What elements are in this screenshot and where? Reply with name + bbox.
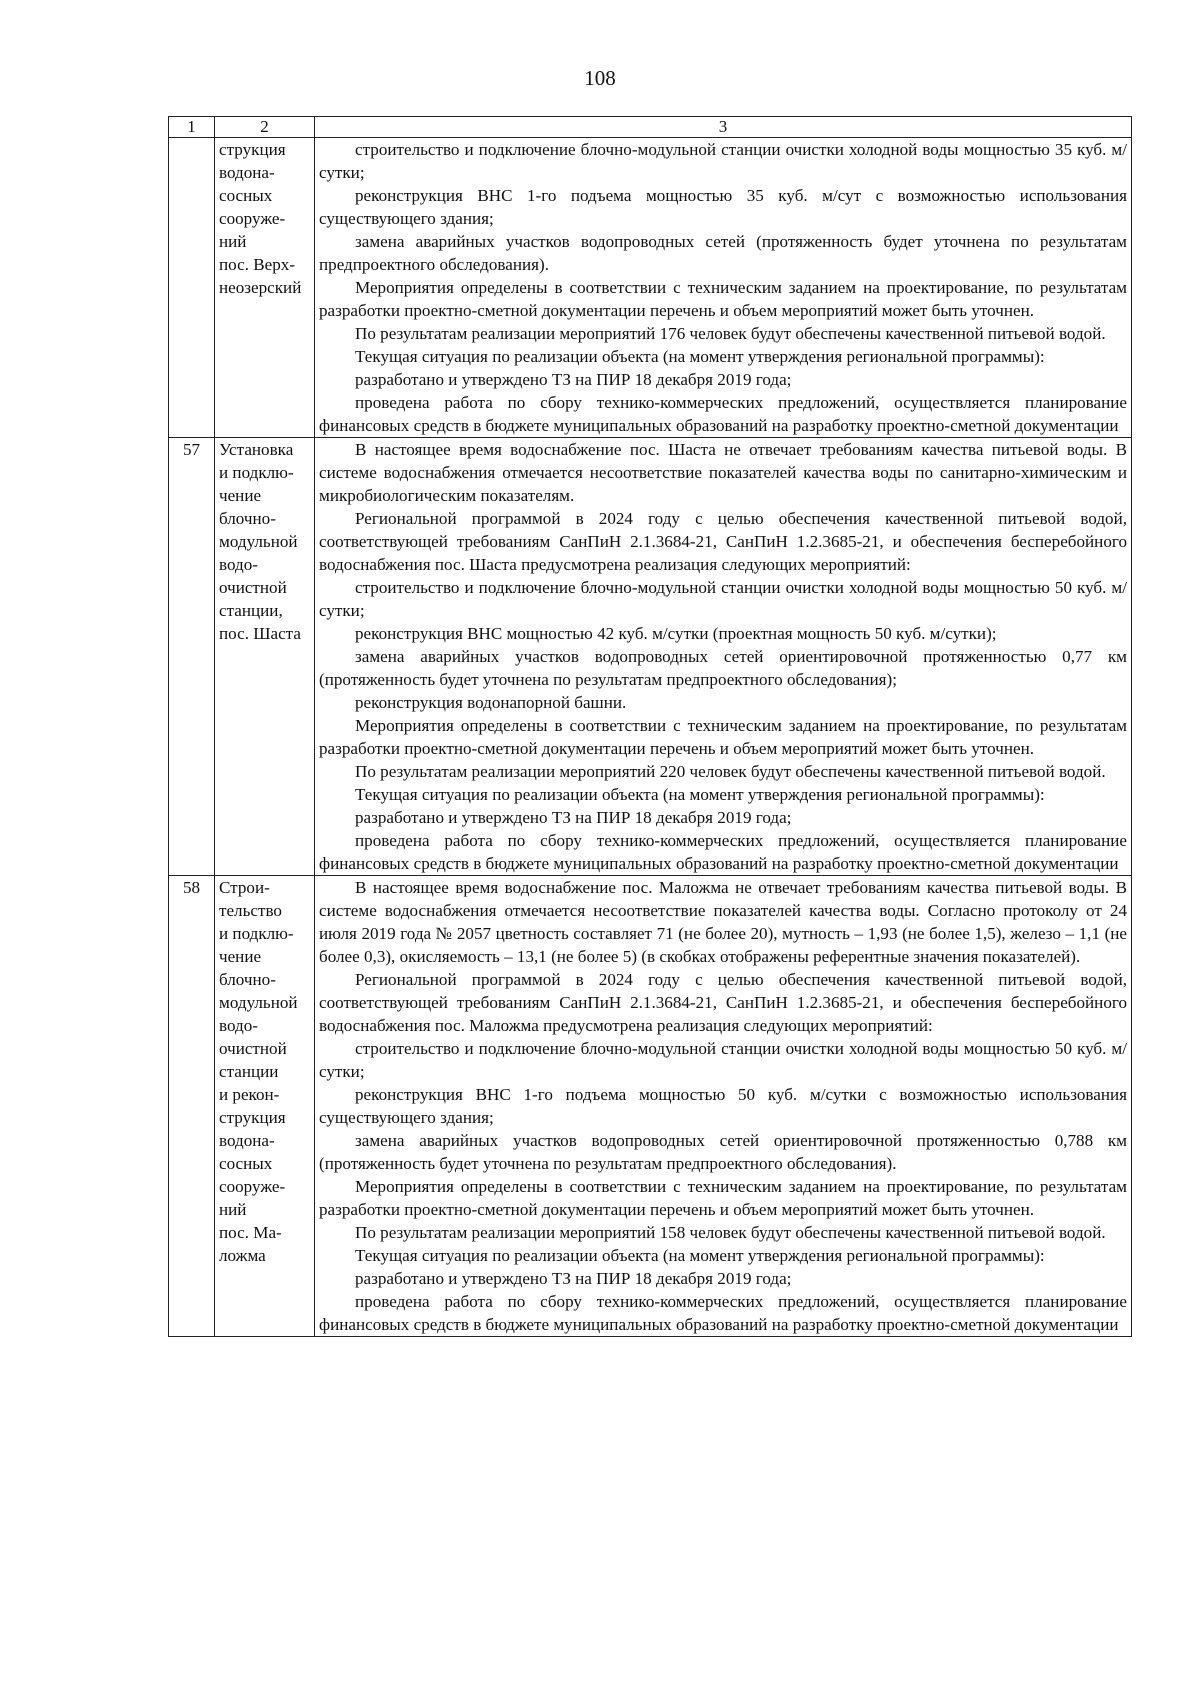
object-name-line: модульной — [219, 993, 298, 1012]
object-name-line: Строи- — [219, 878, 270, 897]
row-number: 58 — [169, 876, 215, 1337]
description-paragraph: По результатам реализации мероприятий 220 человек будут обеспечены качественной питьевой водой. — [355, 762, 1106, 781]
object-name-cell — [215, 876, 315, 1337]
header-col-3: 3 — [315, 117, 1132, 138]
measures-table — [168, 116, 1132, 1337]
description-paragraph: Региональной программой в 2024 году с целью обеспечения качественной питьевой водой, соответствующей требованиям СанПиН 2.1.3684-21, СанПиН 1.2.3685-21, и обеспечения бесперебойного водоснабжения пос. Маложма предусмотрена реализация следующих мероприятий: — [319, 970, 1127, 1035]
description-paragraph: Текущая ситуация по реализации объекта (на момент утверждения региональной программы): — [355, 1246, 1045, 1265]
description-paragraph: Региональной программой в 2024 году с целью обеспечения качественной питьевой водой, соответствующей требованиям СанПиН 2.1.3684-21, СанПиН 1.2.3685-21, и обеспечения бесперебойного водоснабжения пос. Шаста предусмотрена реализация следующих мероприятий: — [319, 509, 1127, 574]
object-name-line: водо- — [219, 555, 258, 574]
object-name-line: ний — [219, 1200, 247, 1219]
description-paragraph: Текущая ситуация по реализации объекта (на момент утверждения региональной программы): — [355, 347, 1045, 366]
description-paragraph: Мероприятия определены в соответствии с техническим заданием на проектирование, по результатам разработки проектно-сметной документации перечень и объем мероприятий может быть уточнен. — [319, 716, 1127, 758]
description-paragraph: В настоящее время водоснабжение пос. Шаста не отвечает требованиям качества питьевой воды. В системе водоснабжения отмечается несоответствие показателей качества воды по санитарно-химическим и микробиологическим показателям. — [319, 440, 1127, 505]
table-row — [169, 138, 1132, 438]
description-paragraph: разработано и утверждено ТЗ на ПИР 18 декабря 2019 года; — [355, 808, 792, 827]
description-cell — [315, 438, 1132, 876]
object-name-line: блочно- — [219, 509, 276, 528]
table-row — [169, 876, 1132, 1337]
object-name-line: сосных — [219, 1154, 273, 1173]
table-row — [169, 438, 1132, 876]
object-name-line: пос. Шаста — [219, 624, 301, 643]
object-name-line: тельство — [219, 901, 282, 920]
row-number — [169, 138, 215, 438]
description-paragraph: строительство и подключение блочно-модульной станции очистки холодной воды мощностью 35 куб. м/сутки; — [319, 140, 1127, 182]
page-number: 108 — [584, 66, 616, 90]
object-name-line: пос. Ма- — [219, 1223, 282, 1242]
object-name-line: неозерский — [219, 278, 302, 297]
object-name-line: струкция — [219, 140, 286, 159]
description-paragraph: реконструкция ВНС 1-го подъема мощностью 50 куб. м/сутки с возможностью использования существующего здания; — [319, 1085, 1127, 1127]
object-name-cell — [215, 438, 315, 876]
object-name-line: модульной — [219, 532, 298, 551]
row-number: 57 — [169, 438, 215, 876]
object-name-line: чение — [219, 486, 262, 505]
header-col-1: 1 — [169, 117, 215, 138]
description-paragraph: проведена работа по сбору технико-коммерческих предложений, осуществляется планирование финансовых средств в бюджете муниципальных образований на разработку проектно-сметной документации — [319, 393, 1127, 435]
object-name-line: ложма — [219, 1246, 266, 1265]
description-paragraph: Текущая ситуация по реализации объекта (на момент утверждения региональной программы): — [355, 785, 1045, 804]
object-name-line: блочно- — [219, 970, 276, 989]
description-paragraph: замена аварийных участков водопроводных сетей (протяженность будет уточнена по результатам предпроектного обследования). — [319, 232, 1127, 274]
description-paragraph: разработано и утверждено ТЗ на ПИР 18 декабря 2019 года; — [355, 370, 792, 389]
object-name-line: и рекон- — [219, 1085, 280, 1104]
object-name-line: водона- — [219, 163, 275, 182]
description-paragraph: реконструкция водонапорной башни. — [355, 693, 627, 712]
header-col-2: 2 — [215, 117, 315, 138]
object-name-line: очистной — [219, 1039, 287, 1058]
object-name-line: водона- — [219, 1131, 275, 1150]
description-paragraph: строительство и подключение блочно-модульной станции очистки холодной воды мощностью 50 куб. м/сутки; — [319, 1039, 1127, 1081]
object-name-line: сосных — [219, 186, 273, 205]
table-header-row — [169, 117, 1132, 138]
object-name-line: ний — [219, 232, 247, 251]
object-name-line: водо- — [219, 1016, 258, 1035]
object-name-line: чение — [219, 947, 262, 966]
description-paragraph: реконструкция ВНС 1-го подъема мощностью 35 куб. м/сут с возможностью использования существующего здания; — [319, 186, 1127, 228]
object-name-line: струкция — [219, 1108, 286, 1127]
description-paragraph: проведена работа по сбору технико-коммерческих предложений, осуществляется планирование финансовых средств в бюджете муниципальных образований на разработку проектно-сметной документации — [319, 831, 1127, 873]
object-name-line: и подклю- — [219, 463, 294, 482]
table-body — [169, 117, 1132, 1337]
description-paragraph: По результатам реализации мероприятий 158 человек будут обеспечены качественной питьевой водой. — [355, 1223, 1106, 1242]
object-name-line: станции — [219, 1062, 279, 1081]
object-name-line: Установка — [219, 440, 294, 459]
description-paragraph: замена аварийных участков водопроводных сетей ориентировочной протяженностью 0,77 км (протяженность будет уточнена по результатам предпроектного обследования); — [319, 647, 1127, 689]
description-paragraph: проведена работа по сбору технико-коммерческих предложений, осуществляется планирование финансовых средств в бюджете муниципальных образований на разработку проектно-сметной документации — [319, 1292, 1127, 1334]
description-cell — [315, 138, 1132, 438]
object-name-line: сооруже- — [219, 1177, 286, 1196]
object-name-cell — [215, 138, 315, 438]
description-paragraph: Мероприятия определены в соответствии с техническим заданием на проектирование, по результатам разработки проектно-сметной документации перечень и объем мероприятий может быть уточнен. — [319, 1177, 1127, 1219]
description-paragraph: разработано и утверждено ТЗ на ПИР 18 декабря 2019 года; — [355, 1269, 792, 1288]
description-paragraph: В настоящее время водоснабжение пос. Маложма не отвечает требованиям качества питьевой воды. В системе водоснабжения отмечается несоответствие показателей качества воды. Согласно протоколу от 24 июля 2019 года № 2057 цветность составляет 71 (не более 20), мутность – 1,93 (не более 1,5), железо – 1,1 (не более 0,3), окисляемость – 13,1 (не более 5) (в скобках отображены референтные значения показателей). — [319, 878, 1127, 966]
object-name-line: и подклю- — [219, 924, 294, 943]
description-paragraph: замена аварийных участков водопроводных сетей ориентировочной протяженностью 0,788 км (протяженность будет уточнена по результатам предпроектного обследования). — [319, 1131, 1127, 1173]
object-name-line: очистной — [219, 578, 287, 597]
description-paragraph: строительство и подключение блочно-модульной станции очистки холодной воды мощностью 50 куб. м/сутки; — [319, 578, 1127, 620]
object-name-line: станции, — [219, 601, 283, 620]
description-cell — [315, 876, 1132, 1337]
description-paragraph: реконструкция ВНС мощностью 42 куб. м/сутки (проектная мощность 50 куб. м/сутки); — [355, 624, 997, 643]
object-name-line: пос. Верх- — [219, 255, 296, 274]
description-paragraph: По результатам реализации мероприятий 176 человек будут обеспечены качественной питьевой водой. — [355, 324, 1106, 343]
object-name-line: сооруже- — [219, 209, 286, 228]
description-paragraph: Мероприятия определены в соответствии с техническим заданием на проектирование, по результатам разработки проектно-сметной документации перечень и объем мероприятий может быть уточнен. — [319, 278, 1127, 320]
